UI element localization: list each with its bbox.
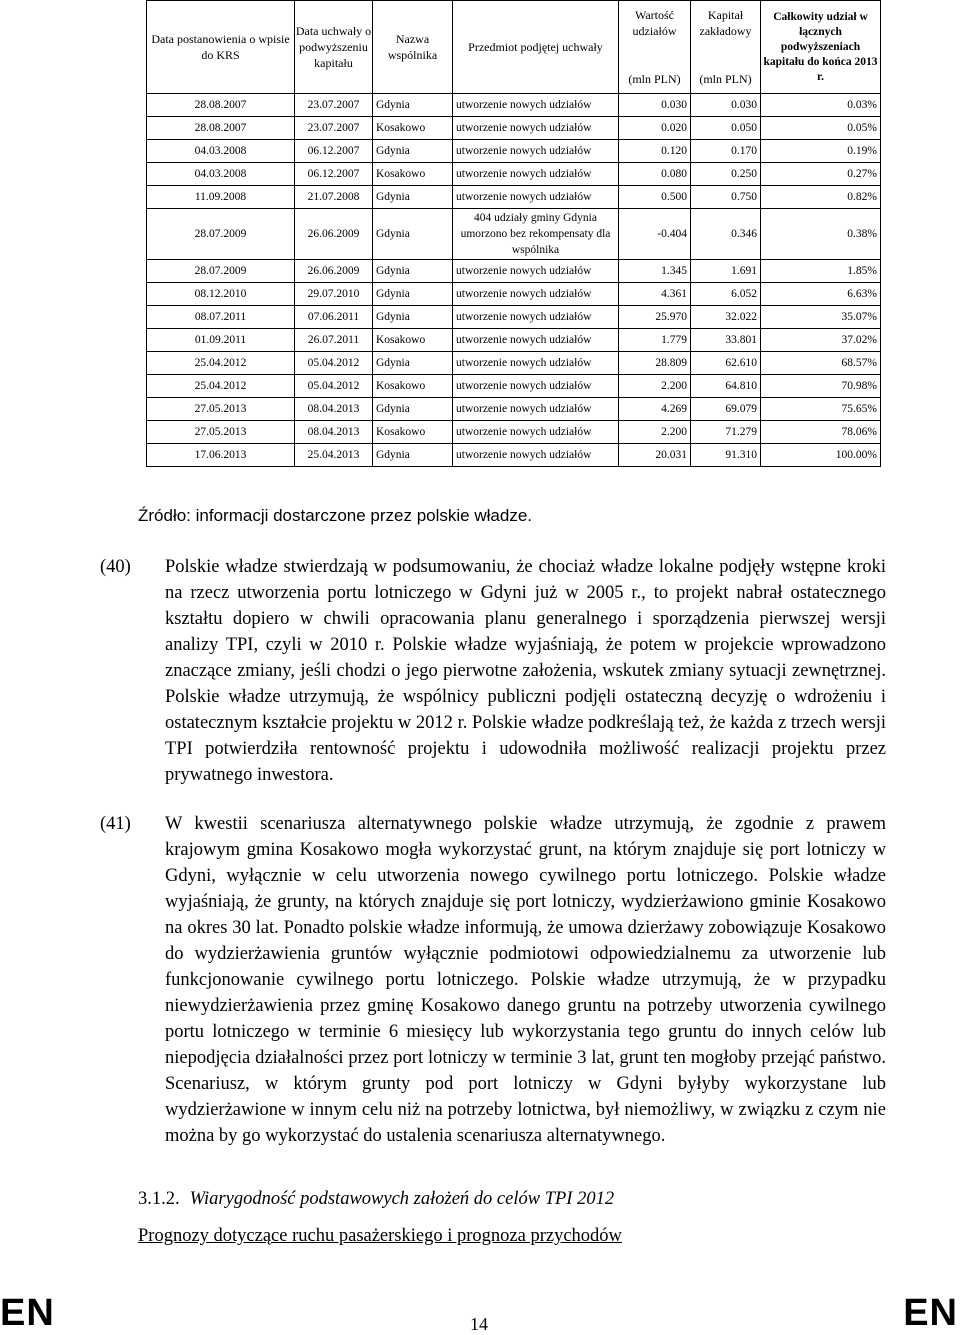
cell-shareholder: Kosakowo (373, 117, 453, 140)
table-row (147, 306, 881, 329)
cell-resolution-date: 23.07.2007 (295, 117, 373, 140)
cell-share-capital: 32.022 (691, 306, 761, 329)
cell-share-value: 2.200 (619, 421, 691, 444)
cell-total-share: 0.03% (761, 94, 881, 117)
cell-share-value: -0.404 (619, 209, 691, 260)
cell-share-capital: 71.279 (691, 421, 761, 444)
cell-resolution-date: 23.07.2007 (295, 94, 373, 117)
table-row (147, 398, 881, 421)
cell-resolution-subject: utworzenie nowych udziałów (453, 306, 619, 329)
cell-krs-date: 25.04.2012 (147, 375, 295, 398)
cell-share-value: 0.120 (619, 140, 691, 163)
table-row (147, 140, 881, 163)
cell-total-share: 70.98% (761, 375, 881, 398)
header-share-value (619, 1, 691, 94)
table-row (147, 421, 881, 444)
cell-resolution-subject: utworzenie nowych udziałów (453, 329, 619, 352)
table-row (147, 163, 881, 186)
cell-krs-date: 04.03.2008 (147, 140, 295, 163)
cell-share-value: 4.361 (619, 283, 691, 306)
cell-shareholder: Gdynia (373, 352, 453, 375)
cell-resolution-date: 05.04.2012 (295, 352, 373, 375)
paragraph-number: (41) (100, 814, 131, 834)
cell-share-value: 0.030 (619, 94, 691, 117)
cell-resolution-date: 25.04.2013 (295, 444, 373, 467)
cell-shareholder: Kosakowo (373, 375, 453, 398)
cell-share-capital: 91.310 (691, 444, 761, 467)
cell-resolution-date: 07.06.2011 (295, 306, 373, 329)
page-number: 14 (470, 1314, 488, 1334)
cell-total-share: 6.63% (761, 283, 881, 306)
cell-share-value: 1.345 (619, 260, 691, 283)
header-shareholder: Nazwa wspólnika (373, 1, 453, 94)
cell-resolution-date: 29.07.2010 (295, 283, 373, 306)
cell-krs-date: 25.04.2012 (147, 352, 295, 375)
footer-language-right: EN (903, 1292, 958, 1334)
cell-resolution-subject: utworzenie nowych udziałów (453, 94, 619, 117)
cell-shareholder: Gdynia (373, 306, 453, 329)
cell-krs-date: 08.12.2010 (147, 283, 295, 306)
table-row (147, 117, 881, 140)
cell-total-share: 0.82% (761, 186, 881, 209)
header-share-capital-label: Kapitał zakładowy (699, 8, 752, 38)
cell-krs-date: 27.05.2013 (147, 398, 295, 421)
cell-resolution-date: 08.04.2013 (295, 398, 373, 421)
cell-shareholder: Gdynia (373, 444, 453, 467)
section-heading (138, 1189, 614, 1210)
header-share-value-label: Wartość udziałów (632, 8, 677, 38)
cell-krs-date: 11.09.2008 (147, 186, 295, 209)
cell-shareholder: Kosakowo (373, 421, 453, 444)
capital-increase-table-container (146, 0, 880, 467)
cell-resolution-subject: utworzenie nowych udziałów (453, 398, 619, 421)
cell-total-share: 37.02% (761, 329, 881, 352)
cell-share-value: 0.080 (619, 163, 691, 186)
cell-shareholder: Kosakowo (373, 329, 453, 352)
section-title: Wiarygodność podstawowych założeń do celów TPI 2012 (189, 1189, 615, 1209)
footer-language-left: EN (0, 1292, 55, 1334)
cell-shareholder: Gdynia (373, 186, 453, 209)
capital-increase-table (146, 0, 881, 467)
cell-share-capital: 0.346 (691, 209, 761, 260)
table-body (147, 94, 881, 467)
cell-share-capital: 64.810 (691, 375, 761, 398)
cell-share-capital: 0.050 (691, 117, 761, 140)
cell-resolution-date: 06.12.2007 (295, 140, 373, 163)
cell-resolution-subject: 404 udziały gminy Gdynia umorzono bez rekompensaty dla wspólnika (453, 209, 619, 260)
table-row (147, 444, 881, 467)
cell-total-share: 0.38% (761, 209, 881, 260)
header-share-capital (691, 1, 761, 94)
header-krs-date: Data postanowienia o wpisie do KRS (147, 1, 295, 94)
table-row (147, 329, 881, 352)
cell-share-capital: 0.030 (691, 94, 761, 117)
cell-share-value: 4.269 (619, 398, 691, 421)
table-row (147, 375, 881, 398)
cell-krs-date: 01.09.2011 (147, 329, 295, 352)
cell-total-share: 0.27% (761, 163, 881, 186)
cell-resolution-date: 21.07.2008 (295, 186, 373, 209)
cell-krs-date: 28.07.2009 (147, 260, 295, 283)
cell-resolution-subject: utworzenie nowych udziałów (453, 260, 619, 283)
cell-resolution-date: 26.06.2009 (295, 209, 373, 260)
table-source-note: Źródło: informacji dostarczone przez polskie władze. (138, 506, 533, 525)
cell-share-capital: 0.250 (691, 163, 761, 186)
header-share-value-unit: (mln PLN) (628, 72, 681, 86)
cell-share-capital: 33.801 (691, 329, 761, 352)
section-number: 3.1.2. (138, 1189, 180, 1209)
cell-share-capital: 0.750 (691, 186, 761, 209)
header-total-share: Całkowity udział w łącznych podwyższeniach kapitału do końca 2013 r. (761, 1, 881, 94)
cell-resolution-date: 05.04.2012 (295, 375, 373, 398)
cell-shareholder: Gdynia (373, 398, 453, 421)
cell-krs-date: 17.06.2013 (147, 444, 295, 467)
cell-share-value: 0.020 (619, 117, 691, 140)
cell-krs-date: 04.03.2008 (147, 163, 295, 186)
cell-resolution-subject: utworzenie nowych udziałów (453, 444, 619, 467)
paragraph-text: Polskie władze stwierdzają w podsumowaniu, że chociaż władze lokalne podjęły wstępne kroki na rzecz utworzenia portu lotniczego w Gdyni już w 2005 r., to projekt nabrał ostatecznego kształtu dopiero w chwili opracowania planu generalnego i sporządzenia pierwszej wersji analizy TPI, czyli w 2010 r. Polskie władze wyjaśniają, że potem w projekcie wprowadzono znaczące zmiany, jeśli chodzi o jego pierwotne założenia, wskutek zmiany sytuacji zewnętrznej. Polskie władze utrzymują, że wspólnicy publiczni podjęli ostateczną decyzję o wdrożeniu i ostatecznym kształcie projektu w 2012 r. Polskie władze podkreślają też, że każda z trzech wersji TPI potwierdziła rentowność projektu i udowodniła możliwość realizacji projektu przez prywatnego inwestora. (165, 557, 886, 785)
header-resolution-subject: Przedmiot podjętej uchwały (453, 1, 619, 94)
cell-shareholder: Gdynia (373, 283, 453, 306)
table-row (147, 209, 881, 260)
cell-share-value: 0.500 (619, 186, 691, 209)
cell-total-share: 0.05% (761, 117, 881, 140)
cell-shareholder: Gdynia (373, 140, 453, 163)
cell-share-value: 25.970 (619, 306, 691, 329)
cell-resolution-subject: utworzenie nowych udziałów (453, 375, 619, 398)
cell-total-share: 68.57% (761, 352, 881, 375)
table-row (147, 94, 881, 117)
cell-resolution-date: 08.04.2013 (295, 421, 373, 444)
cell-share-value: 20.031 (619, 444, 691, 467)
subsection-heading: Prognozy dotyczące ruchu pasażerskiego i prognoza przychodów (138, 1226, 622, 1246)
cell-total-share: 78.06% (761, 421, 881, 444)
cell-resolution-subject: utworzenie nowych udziałów (453, 421, 619, 444)
cell-krs-date: 27.05.2013 (147, 421, 295, 444)
cell-total-share: 100.00% (761, 444, 881, 467)
cell-krs-date: 08.07.2011 (147, 306, 295, 329)
table-row (147, 186, 881, 209)
cell-total-share: 1.85% (761, 260, 881, 283)
cell-total-share: 0.19% (761, 140, 881, 163)
table-row (147, 260, 881, 283)
cell-resolution-date: 26.06.2009 (295, 260, 373, 283)
cell-total-share: 75.65% (761, 398, 881, 421)
paragraph-40 (100, 554, 886, 788)
cell-resolution-subject: utworzenie nowych udziałów (453, 352, 619, 375)
cell-resolution-subject: utworzenie nowych udziałów (453, 117, 619, 140)
table-header (147, 1, 881, 94)
cell-shareholder: Gdynia (373, 209, 453, 260)
cell-share-capital: 62.610 (691, 352, 761, 375)
paragraph-number: (40) (100, 557, 131, 577)
cell-share-value: 1.779 (619, 329, 691, 352)
cell-share-capital: 6.052 (691, 283, 761, 306)
table-row (147, 352, 881, 375)
cell-krs-date: 28.08.2007 (147, 94, 295, 117)
cell-krs-date: 28.08.2007 (147, 117, 295, 140)
cell-share-capital: 1.691 (691, 260, 761, 283)
cell-total-share: 35.07% (761, 306, 881, 329)
cell-krs-date: 28.07.2009 (147, 209, 295, 260)
cell-resolution-subject: utworzenie nowych udziałów (453, 140, 619, 163)
cell-shareholder: Gdynia (373, 94, 453, 117)
cell-resolution-date: 06.12.2007 (295, 163, 373, 186)
cell-resolution-subject: utworzenie nowych udziałów (453, 283, 619, 306)
paragraph-text: W kwestii scenariusza alternatywnego polskie władze utrzymują, że zgodnie z prawem krajowym gmina Kosakowo mogła wykorzystać grunt, na którym znajduje się port lotniczy w Gdyni, wyłącznie w celu utworzenia nowego cywilnego portu lotniczego. Polskie władze wyjaśniają, że grunty, na których znajduje się port lotniczy, wydzierżawiono gminie Kosakowo na okres 30 lat. Ponadto polskie władze informują, że umowa dzierżawy zobowiązuje Kosakowo do wydzierżawienia gruntów wyłącznie podmiotowi odpowiedzialnemu za utworzenie lub funkcjonowanie cywilnego portu lotniczego. Polskie władze utrzymują, że w przypadku niewydzierżawienia przez gminę Kosakowo danego gruntu na potrzeby utworzenia cywilnego portu lotniczego w terminie 6 miesięcy lub wykorzystania tego gruntu do innych celów lub niepodjęcia działalności przez port lotniczy w terminie 3 lat, grunt ten mogłoby przejąć państwo. Scenariusz, w którym grunty pod port lotniczy w Gdyni byłyby wykorzystane lub wydzierżawione w innym celu niż na potrzeby lotnictwa, był niemożliwy, w związku z czym nie można by go wykorzystać do ustalenia scenariusza alternatywnego. (165, 814, 886, 1146)
table-row (147, 283, 881, 306)
cell-share-capital: 0.170 (691, 140, 761, 163)
cell-resolution-date: 26.07.2011 (295, 329, 373, 352)
header-share-capital-unit: (mln PLN) (699, 72, 752, 86)
cell-resolution-subject: utworzenie nowych udziałów (453, 186, 619, 209)
cell-shareholder: Kosakowo (373, 163, 453, 186)
header-resolution-date: Data uchwały o podwyższeniu kapitału (295, 1, 373, 94)
cell-share-value: 28.809 (619, 352, 691, 375)
cell-resolution-subject: utworzenie nowych udziałów (453, 163, 619, 186)
cell-share-value: 2.200 (619, 375, 691, 398)
paragraph-41 (100, 811, 886, 1149)
cell-shareholder: Gdynia (373, 260, 453, 283)
cell-share-capital: 69.079 (691, 398, 761, 421)
